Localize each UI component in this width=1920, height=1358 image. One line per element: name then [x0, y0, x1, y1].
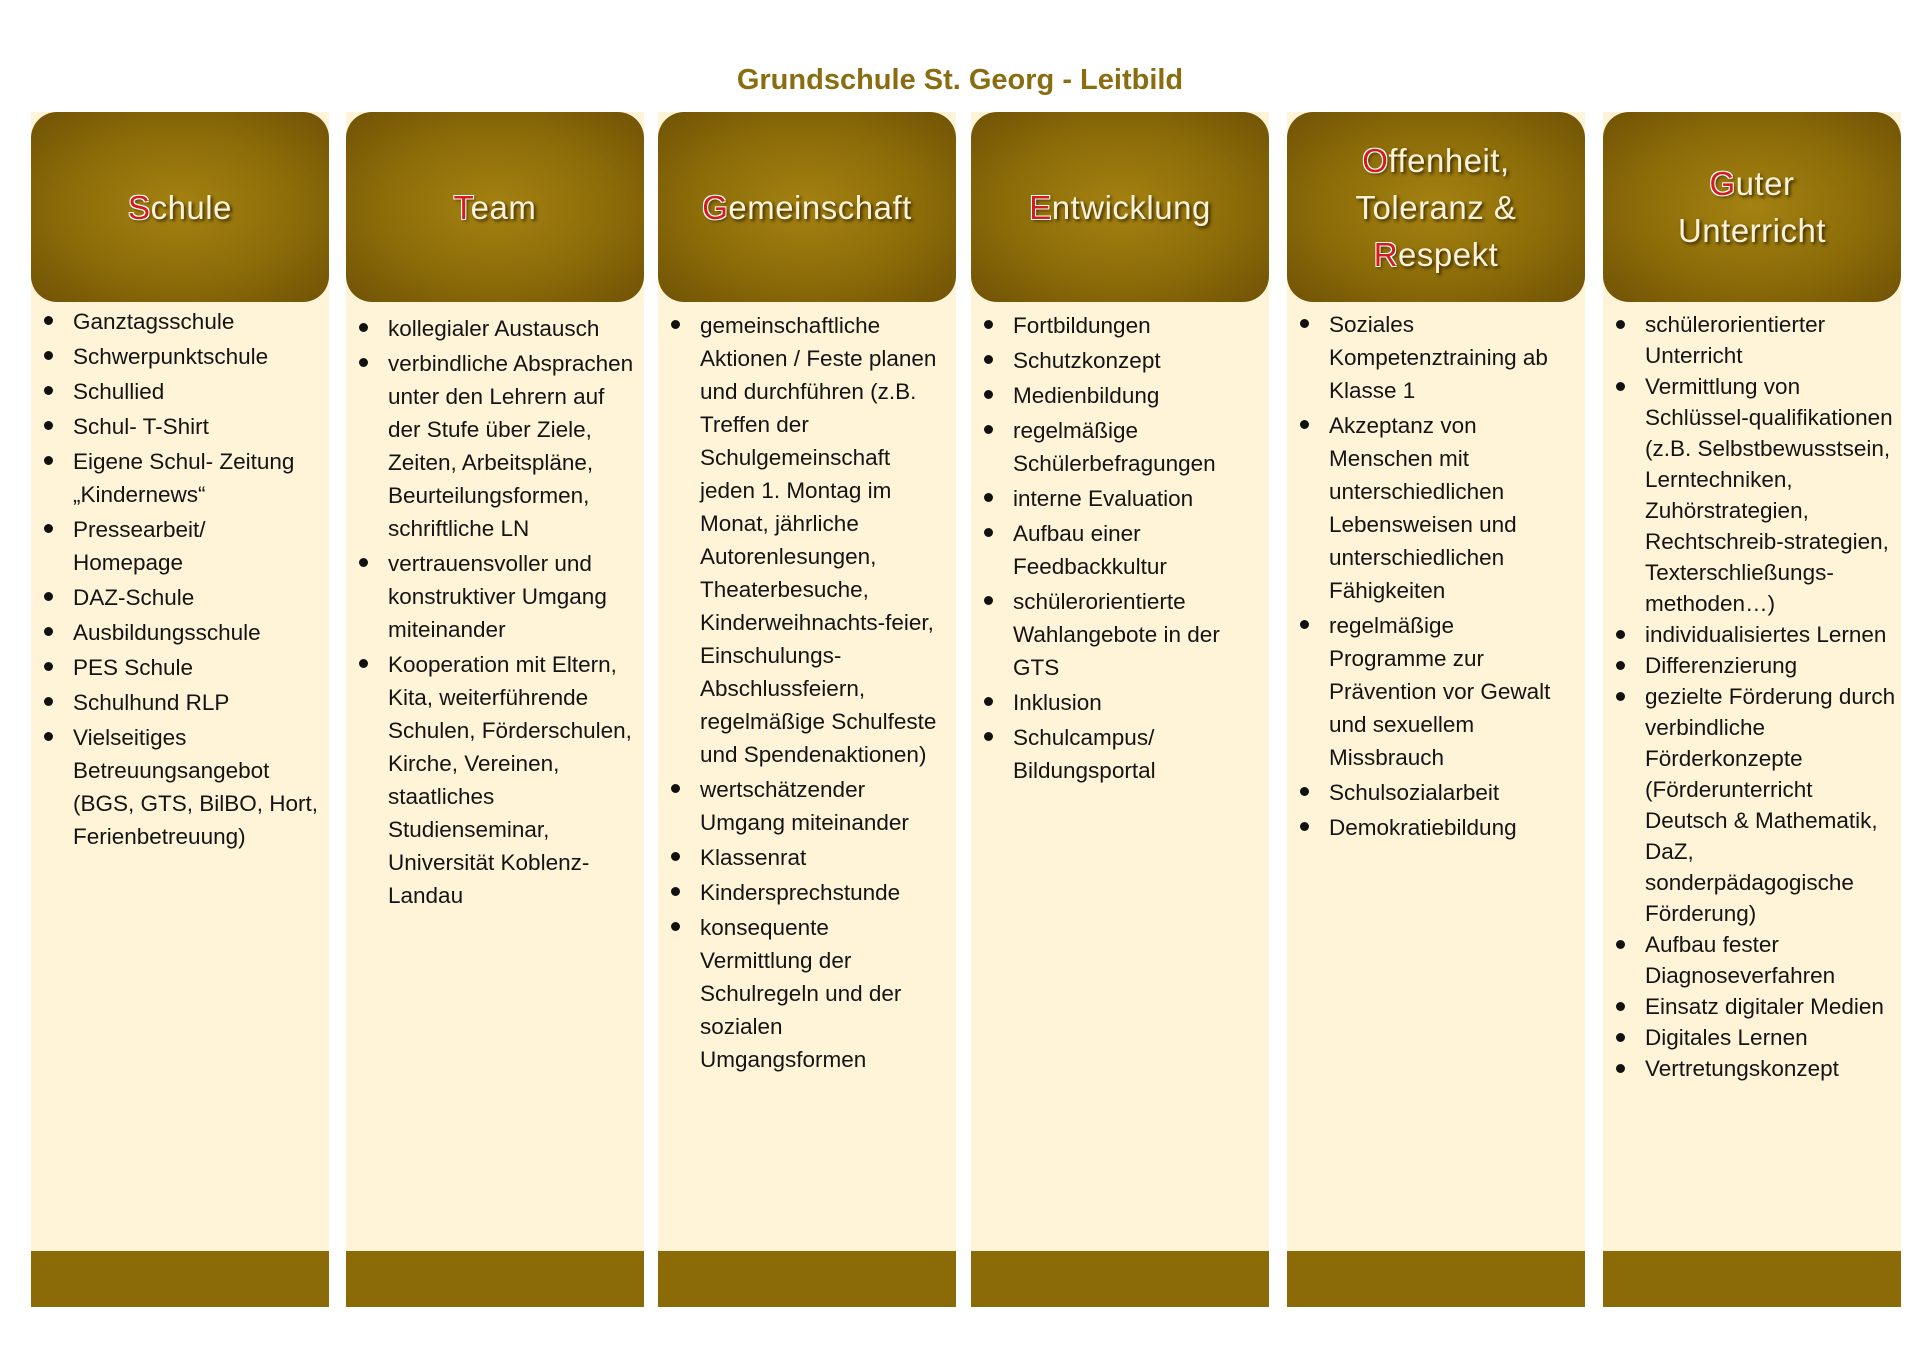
list-item: Kindersprechstunde: [700, 876, 946, 909]
heading-line: [454, 184, 537, 231]
list-item: Medienbildung: [1013, 379, 1259, 412]
list-item: Kooperation mit Eltern, Kita, weiterführende Schulen, Förderschulen, Kirche, Vereinen, staatliches Studienseminar, Universität Koblenz-Landau: [388, 648, 634, 912]
list-item: Schulhund RLP: [73, 686, 319, 719]
heading-line: [1356, 231, 1517, 278]
column-heading: [1029, 184, 1211, 231]
list-item: Aufbau einer Feedbackkultur: [1013, 517, 1259, 583]
column-footer: [971, 1251, 1269, 1307]
list-item: DAZ-Schule: [73, 581, 319, 614]
heading-rest: eam: [470, 188, 537, 226]
list-item: interne Evaluation: [1013, 482, 1259, 515]
heading-rest: ntwicklung: [1051, 188, 1211, 226]
list-item: konsequente Vermittlung der Schulregeln und der sozialen Umgangsformen: [700, 911, 946, 1076]
list-item: Vertretungskonzept: [1645, 1053, 1897, 1084]
list-item: Schul- T-Shirt: [73, 410, 319, 443]
list-item: Soziales Kompetenztraining ab Klasse 1: [1329, 308, 1575, 407]
list-item: kollegialer Austausch: [388, 312, 634, 345]
list-item: Schutzkonzept: [1013, 344, 1259, 377]
list-item: gemeinschaftliche Aktionen / Feste planen und durchführen (z.B. Treffen der Schulgemeinschaft jeden 1. Montag im Monat, jährliche Autorenlesungen, Theaterbesuche, Kinderweihnachts-feier, Einschulungs-Abschlussfeiern, regelmäßige Schulfeste und Spendenaktionen): [700, 309, 946, 771]
list-item: PES Schule: [73, 651, 319, 684]
list-item: Vermittlung von Schlüssel-qualifikationen (z.B. Selbstbewusstsein, Lerntechniken, Zuhörstrategien, Rechtschreib-strategien, Texterschließungs-methoden…): [1645, 371, 1897, 619]
list-item: wertschätzender Umgang miteinander: [700, 773, 946, 839]
column-team: [346, 112, 644, 1307]
column-heading: [1678, 160, 1826, 254]
column-header-gemeinschaft: [658, 112, 956, 302]
item-list: [346, 312, 644, 914]
list-item: Differenzierung: [1645, 650, 1897, 681]
column-heading: [702, 184, 912, 231]
list-item: Ganztagsschule: [73, 305, 319, 338]
list-item: Einsatz digitaler Medien: [1645, 991, 1897, 1022]
heading-rest: chule: [150, 188, 232, 226]
list-item: individualisiertes Lernen: [1645, 619, 1897, 650]
list-item: gezielte Förderung durch verbindliche Förderkonzepte (Förderunterricht Deutsch & Mathematik, DaZ, sonderpädagogische Förderung): [1645, 681, 1897, 929]
heading-rest: Toleranz &: [1355, 188, 1517, 226]
heading-rest: emeinschaft: [728, 188, 912, 226]
heading-initial: O: [1362, 141, 1389, 179]
column-schule: [31, 112, 329, 1307]
column-header-offenheit: [1287, 112, 1585, 302]
column-footer: [1287, 1251, 1585, 1307]
heading-initial: E: [1029, 188, 1052, 226]
list-item: Klassenrat: [700, 841, 946, 874]
list-item: verbindliche Absprachen unter den Lehrern auf der Stufe über Ziele, Zeiten, Arbeitspläne, Beurteilungsformen, schriftliche LN: [388, 347, 634, 545]
list-item: Ausbildungsschule: [73, 616, 319, 649]
heading-rest: uter: [1735, 165, 1795, 202]
item-list: [1603, 309, 1901, 1084]
column-footer: [346, 1251, 644, 1307]
column-footer: [1603, 1251, 1901, 1307]
list-item: Aufbau fester Diagnoseverfahren: [1645, 929, 1897, 991]
list-item: schülerorientierte Wahlangebote in der GTS: [1013, 585, 1259, 684]
heading-line: [1356, 184, 1517, 231]
list-item: regelmäßige Schülerbefragungen: [1013, 414, 1259, 480]
column-header-guter-unterricht: [1603, 112, 1901, 302]
item-list: [1287, 308, 1585, 846]
list-item: vertrauensvoller und konstruktiver Umgang miteinander: [388, 547, 634, 646]
item-list: [971, 309, 1269, 789]
heading-line: [1678, 160, 1826, 207]
list-item: Schulcampus/ Bildungsportal: [1013, 721, 1259, 787]
list-item: Pressearbeit/ Homepage: [73, 513, 319, 579]
column-footer: [658, 1251, 956, 1307]
heading-line: [702, 184, 912, 231]
heading-initial: T: [453, 188, 471, 226]
item-list: [31, 305, 329, 855]
list-item: Schulsozialarbeit: [1329, 776, 1575, 809]
column-offenheit: [1287, 112, 1585, 1307]
heading-initial: R: [1373, 235, 1399, 273]
heading-initial: S: [128, 188, 151, 226]
list-item: Fortbildungen: [1013, 309, 1259, 342]
heading-rest: ffenheit,: [1388, 141, 1510, 179]
heading-initial: G: [702, 188, 729, 226]
heading-line: [1029, 184, 1211, 231]
list-item: Schwerpunktschule: [73, 340, 319, 373]
column-gemeinschaft: [658, 112, 956, 1307]
column-heading: [1356, 137, 1517, 278]
column-heading: [454, 184, 537, 231]
heading-rest: espekt: [1398, 235, 1499, 273]
item-list: [658, 309, 956, 1078]
list-item: Digitales Lernen: [1645, 1022, 1897, 1053]
column-header-team: [346, 112, 644, 302]
list-item: Eigene Schul- Zeitung „Kindernews“: [73, 445, 319, 511]
column-entwicklung: [971, 112, 1269, 1307]
heading-rest: Unterricht: [1677, 212, 1827, 249]
heading-initial: G: [1709, 165, 1736, 202]
column-guter-unterricht: [1603, 112, 1901, 1307]
list-item: Akzeptanz von Menschen mit unterschiedlichen Lebensweisen und unterschiedlichen Fähigkeiten: [1329, 409, 1575, 607]
column-header-entwicklung: [971, 112, 1269, 302]
page-title: Grundschule St. Georg - Leitbild: [736, 64, 1184, 96]
list-item: regelmäßige Programme zur Prävention vor Gewalt und sexuellem Missbrauch: [1329, 609, 1575, 774]
list-item: Schullied: [73, 375, 319, 408]
column-footer: [31, 1251, 329, 1307]
list-item: Inklusion: [1013, 686, 1259, 719]
list-item: Vielseitiges Betreuungsangebot (BGS, GTS, BilBO, Hort, Ferienbetreuung): [73, 721, 319, 853]
heading-line: [1356, 137, 1517, 184]
heading-line: [128, 184, 232, 231]
heading-line: [1678, 207, 1826, 254]
list-item: Demokratiebildung: [1329, 811, 1575, 844]
list-item: schülerorientierter Unterricht: [1645, 309, 1897, 371]
column-header-schule: [31, 112, 329, 302]
column-heading: [128, 184, 232, 231]
